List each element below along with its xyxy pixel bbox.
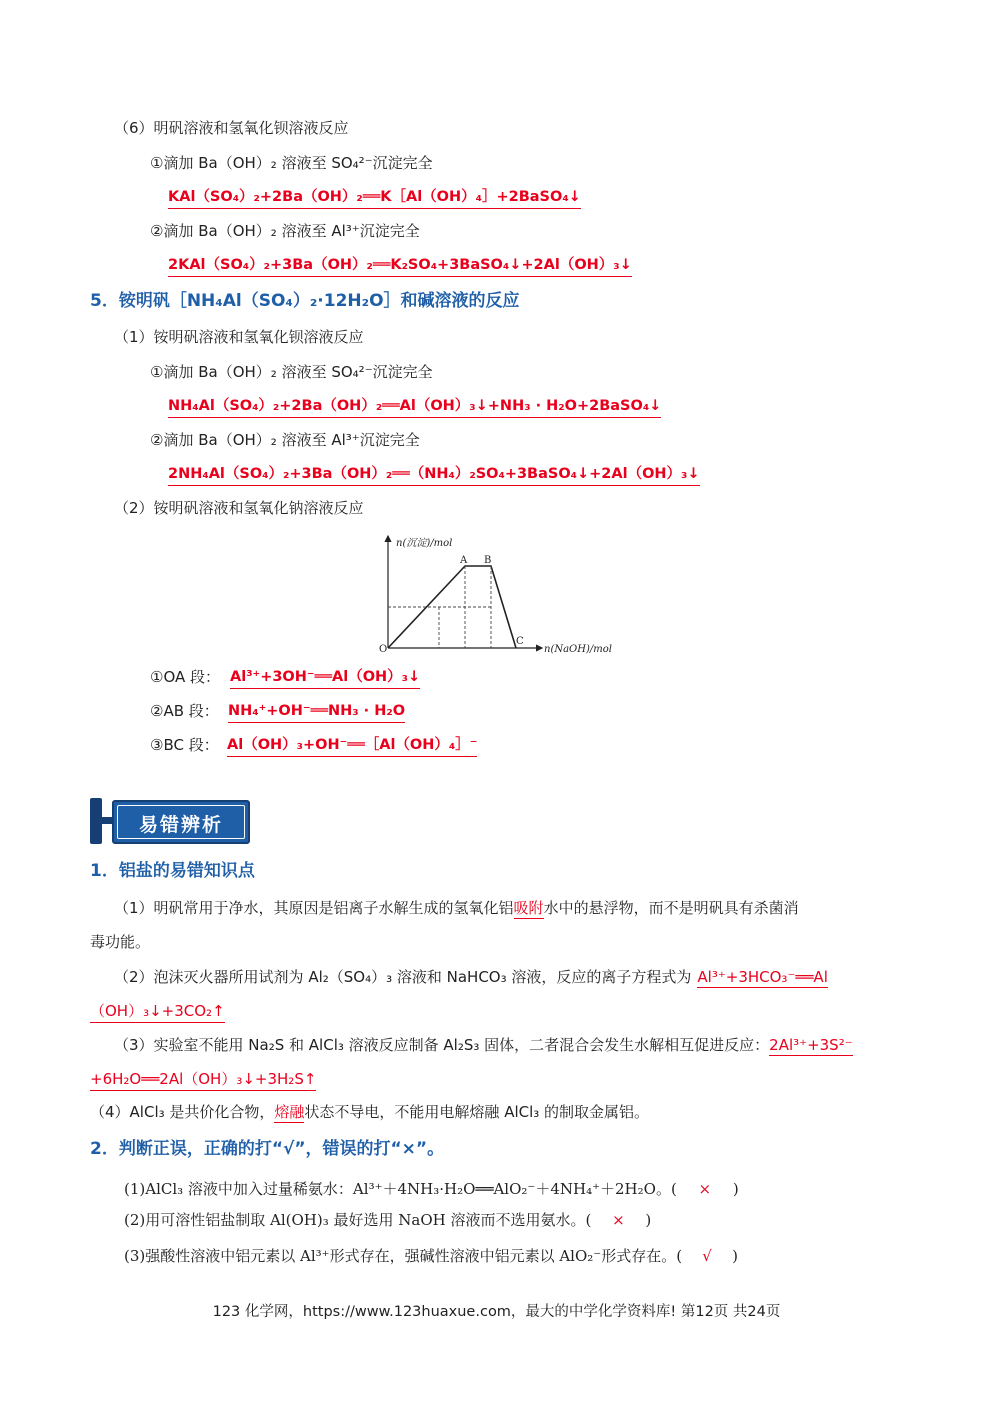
banner-title: 易错辨析	[138, 814, 223, 836]
answer-mark: ×	[698, 1180, 712, 1198]
subsection-6-heading: （6）明矾溶液和氢氧化钡溶液反应	[114, 119, 349, 137]
precipitate-graph	[370, 530, 620, 658]
x-axis-label: n(NaOH)/mol	[544, 644, 612, 655]
equation: 2NH₄Al（SO₄）₂+3Ba（OH）₂══（NH₄）₂SO₄+3BaSO₄↓+2Al（OH）₃↓	[168, 464, 700, 486]
precipitate-curve	[388, 566, 516, 648]
segment-label: ②AB 段：	[150, 702, 219, 720]
paragraph-cont: 毒功能。	[90, 933, 151, 951]
subsection-heading: （1）铵明矾溶液和氢氧化钡溶液反应	[114, 328, 364, 346]
judgement-question: (2)用可溶性铝盐制取 Al(OH)₃ 最好选用 NaOH 溶液而不选用氨水。( × )	[124, 1211, 652, 1229]
key-term: 熔融	[274, 1103, 305, 1121]
answer-mark: ×	[612, 1211, 625, 1229]
equation: 2KAl（SO₄）₂+3Ba（OH）₂══K₂SO₄+3BaSO₄↓+2Al（OH）₃↓	[168, 255, 632, 277]
section-5-heading: 5．铵明矾［NH₄Al（SO₄）₂·12H₂O］和碱溶液的反应	[90, 291, 520, 311]
answer-mark: √	[702, 1247, 712, 1265]
section-banner	[90, 798, 248, 844]
equation: Al³⁺+3OH⁻══Al（OH）₃↓	[230, 667, 420, 689]
banner-box	[112, 800, 250, 844]
paragraph: （2）泡沫灭火器所用试剂为 Al₂（SO₄）₃ 溶液和 NaHCO₃ 溶液，反应的离子方程式为 Al³⁺+3HCO₃⁻══Al	[114, 968, 828, 986]
equation: NH₄Al（SO₄）₂+2Ba（OH）₂══Al（OH）₃↓+NH₃ · H₂O+2BaSO₄↓	[168, 396, 661, 418]
paragraph: （3）实验室不能用 Na₂S 和 AlCl₃ 溶液反应制备 Al₂S₃ 固体，二者混合会发生水解相互促进反应：2Al³⁺+3S²⁻	[114, 1036, 853, 1054]
point-b-label: B	[484, 555, 492, 566]
error-section-1-heading: 1．铝盐的易错知识点	[90, 861, 255, 881]
point-c-label: C	[516, 636, 524, 647]
y-axis-label: n(沉淀)/mol	[396, 538, 453, 549]
segment-label: ①OA 段：	[150, 668, 221, 686]
point-a-label: A	[460, 555, 468, 566]
condition-label: ①滴加 Ba（OH）₂ 溶液至 SO₄²⁻沉淀完全	[150, 154, 433, 172]
key-equation-cont: （OH）₃↓+3CO₂↑	[90, 1001, 225, 1023]
key-term: 吸附	[513, 899, 544, 917]
page-footer: 123 化学网，https://www.123huaxue.com，最大的中学化学资料库! 第12页 共24页	[212, 1304, 781, 1320]
key-equation: Al³⁺+3HCO₃⁻══Al	[697, 968, 828, 986]
key-equation: 2Al³⁺+3S²⁻	[769, 1036, 853, 1054]
equation: NH₄⁺+OH⁻══NH₃ · H₂O	[228, 701, 405, 723]
subsection-heading: （2）铵明矾溶液和氢氧化钠溶液反应	[114, 499, 364, 517]
judgement-question: (1)AlCl₃ 溶液中加入过量稀氨水：Al³⁺＋4NH₃·H₂O══AlO₂⁻＋4NH₄⁺＋2H₂O。( × )	[124, 1180, 739, 1198]
condition-label: ②滴加 Ba（OH）₂ 溶液至 Al³⁺沉淀完全	[150, 222, 420, 240]
condition-label: ②滴加 Ba（OH）₂ 溶液至 Al³⁺沉淀完全	[150, 431, 420, 449]
key-equation-cont: +6H₂O══2Al（OH）₃↓+3H₂S↑	[90, 1069, 316, 1091]
error-section-2-heading: 2．判断正误，正确的打“√”，错误的打“×”。	[90, 1139, 445, 1159]
point-o-label: O	[379, 644, 388, 655]
paragraph: （1）明矾常用于净水，其原因是铝离子水解生成的氢氧化铝吸附水中的悬浮物，而不是明矾具有杀菌消	[114, 899, 799, 917]
segment-label: ③BC 段：	[150, 736, 219, 754]
paragraph: （4）AlCl₃ 是共价化合物，熔融状态不导电，不能用电解熔融 AlCl₃ 的制取金属铝。	[90, 1103, 650, 1121]
equation: KAl（SO₄）₂+2Ba（OH）₂══K［Al（OH）₄］+2BaSO₄↓	[168, 187, 581, 209]
judgement-question: (3)强酸性溶液中铝元素以 Al³⁺形式存在，强碱性溶液中铝元素以 AlO₂⁻形式存在。( √ )	[124, 1247, 738, 1265]
condition-label: ①滴加 Ba（OH）₂ 溶液至 SO₄²⁻沉淀完全	[150, 363, 433, 381]
equation: Al（OH）₃+OH⁻══［Al（OH）₄］⁻	[227, 735, 477, 757]
